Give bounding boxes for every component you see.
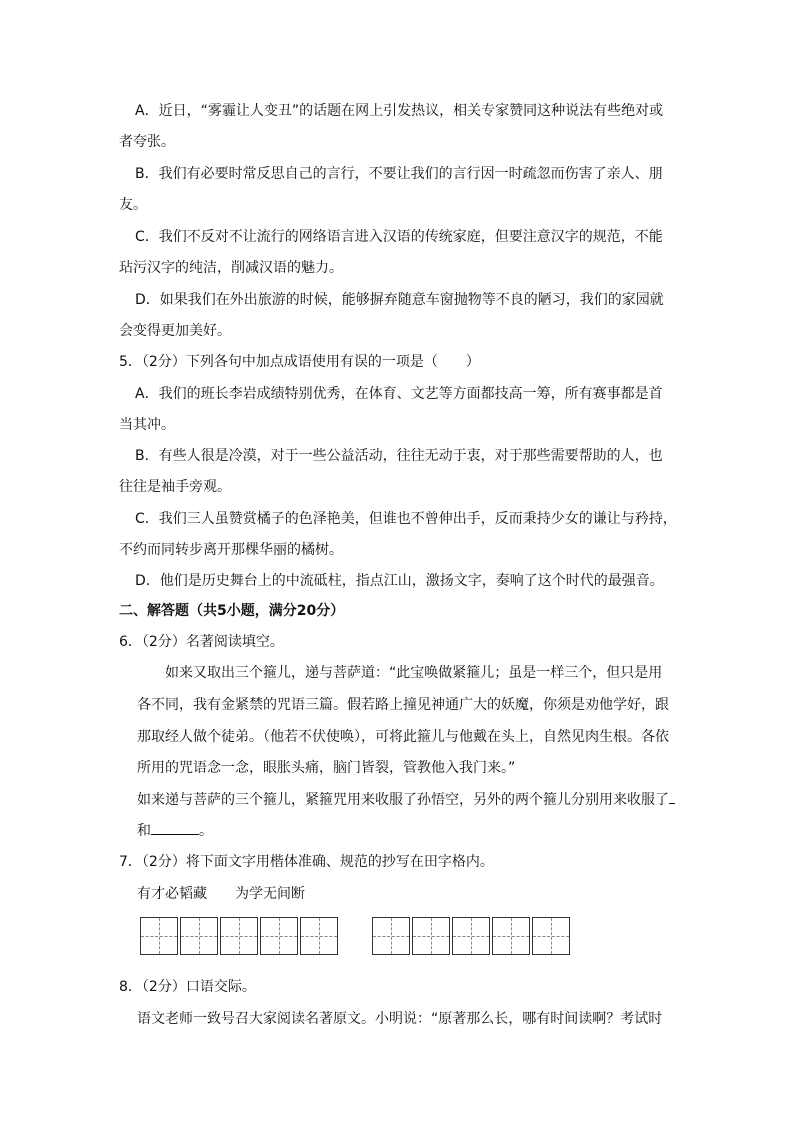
tianzige-cell[interactable] xyxy=(260,917,298,955)
q5-option-c-line2: 不约而同转步离开那棵华丽的橘树。 xyxy=(119,542,343,558)
q6-passage-line4: 所用的咒语念一念，眼胀头痛，脑门皆裂，管教他入我门来。” xyxy=(137,760,516,776)
tianzige-grid-1 xyxy=(140,917,340,957)
q6-stem: 6．（2分）名著阅读填空。 xyxy=(119,634,284,650)
q6-question-text: 如来递与菩萨的三个箍儿，紧箍咒用来收服了孙悟空，另外的两个箍儿分别用来收服了 xyxy=(137,792,669,808)
q5-option-d: D．他们是历史舞台上的中流砥柱，指点江山，激扬文字，奏响了这个时代的最强音。 xyxy=(135,573,664,589)
tianzige-cell[interactable] xyxy=(220,917,258,955)
q4-option-c-line1: C．我们不反对不让流行的网络语言进入汉语的传统家庭，但要注意汉字的规范，不能 xyxy=(135,229,663,245)
q4-option-b-line2: 友。 xyxy=(119,197,147,213)
q5-option-c-line1: C．我们三人虽赞赏橘子的色泽艳美，但谁也不曾伸出手，反而秉持少女的谦让与矜持， xyxy=(135,511,677,527)
q6-period: 。 xyxy=(199,823,213,839)
answer-blank-1[interactable] xyxy=(669,789,675,804)
q5-option-a-line1: A．我们的班长李岩成绩特别优秀，在体育、文艺等方面都技高一筹，所有赛事都是首 xyxy=(135,386,663,402)
q6-passage-line3: 那取经人做个徒弟。（他若不伏使唤），可将此箍儿与他戴在头上，自然见肉生根。各依 xyxy=(137,729,669,745)
tianzige-cell[interactable] xyxy=(532,917,570,955)
q4-option-d-line2: 会变得更加美好。 xyxy=(119,323,231,339)
answer-blank-2[interactable] xyxy=(151,820,199,835)
q8-passage-line1: 语文老师一致号召大家阅读名著原文。小明说：“原著那么长，哪有时间读啊？考试时 xyxy=(137,1011,663,1027)
tianzige-cell[interactable] xyxy=(492,917,530,955)
tianzige-cell[interactable] xyxy=(412,917,450,955)
q7-stem: 7．（2分）将下面文字用楷体准确、规范的抄写在田字格内。 xyxy=(119,854,494,870)
q6-question-line1 xyxy=(137,789,675,810)
tianzige-cell[interactable] xyxy=(180,917,218,955)
tianzige-cell[interactable] xyxy=(300,917,338,955)
tianzige-cell[interactable] xyxy=(140,917,178,955)
tianzige-grid-2 xyxy=(372,917,572,957)
q8-stem: 8．（2分）口语交际。 xyxy=(119,979,256,995)
q5-option-a-line2: 当其冲。 xyxy=(119,417,175,433)
q6-question-line2 xyxy=(137,820,213,841)
q4-option-b-line1: B．我们有必要时常反思自己的言行，不要让我们的言行因一时疏忽而伤害了亲人、朋 xyxy=(135,166,663,182)
q7-phrase-1: 有才必韬藏 xyxy=(137,886,207,902)
tianzige-cell[interactable] xyxy=(452,917,490,955)
q5-option-b-line2: 往往是袖手旁观。 xyxy=(119,479,231,495)
q5-stem: 5．（2分）下列各句中加点成语使用有误的一项是（ ） xyxy=(119,354,480,370)
q6-passage-line1: 如来又取出三个箍儿，递与菩萨道：“此宝唤做紧箍儿；虽是一样三个，但只是用 xyxy=(165,665,663,681)
q6-and-label: 和 xyxy=(137,823,151,839)
tianzige-cell[interactable] xyxy=(372,917,410,955)
q4-option-a-line2: 者夸张。 xyxy=(119,134,175,150)
q6-passage-line2: 各不同，我有金紧禁的咒语三篇。假若路上撞见神通广大的妖魔，你须是劝他学好，跟 xyxy=(137,697,669,713)
q4-option-c-line2: 玷污汉字的纯洁，削减汉语的魅力。 xyxy=(119,260,343,276)
q5-option-b-line1: B．有些人很是冷漠，对于一些公益活动，往往无动于衷，对于那些需要帮助的人，也 xyxy=(135,448,663,464)
q4-option-a-line1: A．近日，“雾霾让人变丑”的话题在网上引发热议，相关专家赞同这种说法有些绝对或 xyxy=(135,103,664,119)
section-heading: 二、解答题（共5小题，满分20分） xyxy=(119,603,345,619)
q7-phrase-2: 为学无间断 xyxy=(235,886,305,902)
q4-option-d-line1: D．如果我们在外出旅游的时候，能够摒弃随意车窗抛物等不良的陋习，我们的家园就 xyxy=(135,292,664,308)
